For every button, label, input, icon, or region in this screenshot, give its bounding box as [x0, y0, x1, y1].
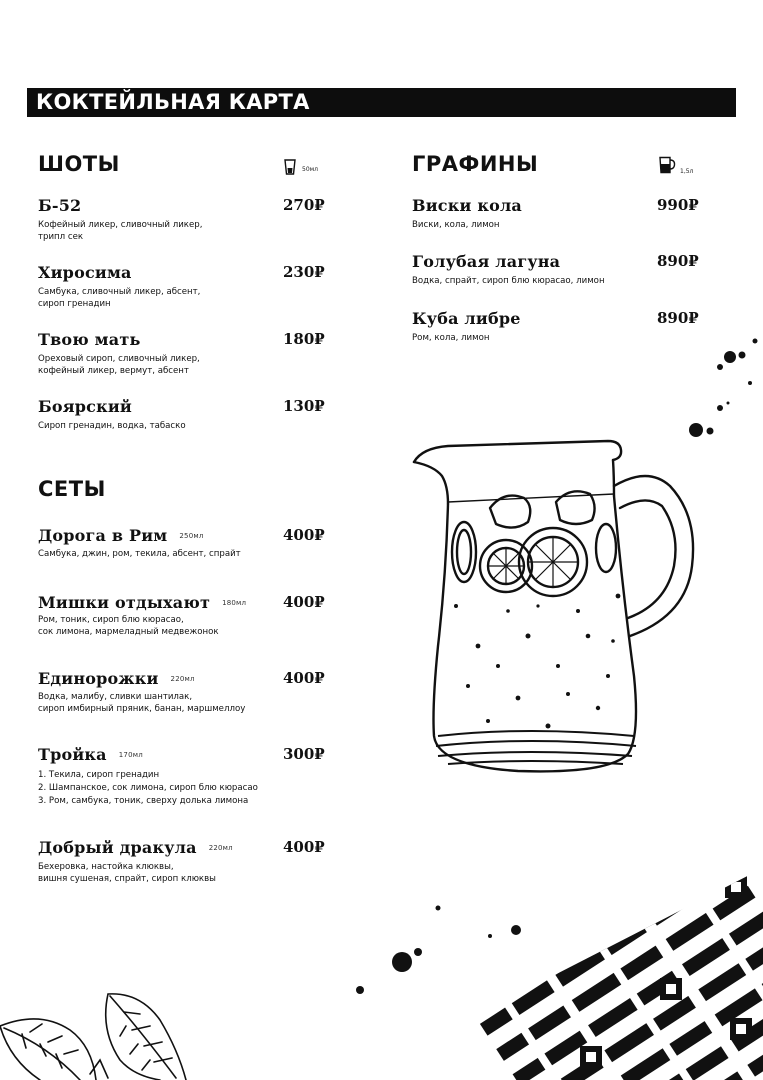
item-price: 890₽ — [657, 309, 699, 327]
item-description: Ром, тоник, сироп блю кюрасао, сок лимона, мармеладный медвежонок — [38, 615, 219, 637]
item-price: 990₽ — [657, 196, 699, 214]
item-name: Добрый дракула 220мл — [38, 838, 233, 857]
item-description: Виски, кола, лимон — [412, 220, 500, 230]
item-description: Водка, спрайт, сироп блю кюрасао, лимон — [412, 276, 605, 286]
item-description: Ром, кола, лимон — [412, 333, 490, 343]
item-name: Тройка 170мл — [38, 745, 143, 764]
item-volume: 180мл — [222, 599, 247, 607]
item-description: Бехеровка, настойка клюквы, вишня сушеная, спрайт, сироп клюквы — [38, 862, 216, 884]
menu-title: КОКТЕЙЛЬНАЯ КАРТА — [27, 88, 736, 117]
item-price: 270₽ — [283, 196, 325, 214]
item-name: Дорога в Рим 250мл — [38, 526, 204, 545]
item-price: 230₽ — [283, 263, 325, 281]
carafes-volume: 1,5л — [680, 168, 694, 175]
item-name: Виски кола — [412, 196, 522, 215]
item-price: 400₽ — [283, 838, 325, 856]
item-price: 890₽ — [657, 252, 699, 270]
item-description: Самбука, сливочный ликер, абсент, сироп гренадин — [38, 287, 201, 309]
item-volume: 170мл — [118, 751, 143, 759]
item-description: Ореховый сироп, сливочный ликер, кофейный ликер, вермут, абсент — [38, 354, 200, 376]
carafe-icon — [658, 156, 676, 174]
item-name: Мишки отдыхают 180мл — [38, 593, 247, 612]
geometric-pattern-decoration — [330, 868, 763, 1080]
shot-glass-icon — [284, 159, 296, 175]
item-name: Голубая лагуна — [412, 252, 561, 271]
item-name: Боярский — [38, 397, 132, 416]
pitcher-illustration — [408, 436, 704, 776]
item-description: Водка, малибу, сливки шантилак, сироп имбирный пряник, банан, маршмеллоу — [38, 692, 246, 714]
item-volume: 220мл — [208, 844, 233, 852]
item-name: Куба либре — [412, 309, 521, 328]
item-description: Самбука, джин, ром, текила, абсент, спрайт — [38, 549, 241, 559]
ink-splatter-decoration — [680, 335, 763, 445]
item-name: Хиросима — [38, 263, 132, 282]
item-name: Б-52 — [38, 196, 82, 215]
item-price: 400₽ — [283, 669, 325, 687]
carafes-heading: ГРАФИНЫ — [412, 152, 539, 176]
item-description: Кофейный ликер, сливочный ликер, трипл сек — [38, 220, 203, 242]
sets-heading: СЕТЫ — [38, 477, 106, 501]
item-name: Твою мать — [38, 330, 141, 349]
item-volume: 220мл — [170, 675, 195, 683]
item-name: Единорожки 220мл — [38, 669, 195, 688]
item-description: 1. Текила, сироп гренадин 2. Шампанское, сок лимона, сироп блю кюрасао 3. Ром, самбука, тоник, сверху долька лимона — [38, 770, 258, 806]
item-price: 180₽ — [283, 330, 325, 348]
item-price: 400₽ — [283, 593, 325, 611]
leaves-illustration — [0, 990, 200, 1080]
item-description: Сироп гренадин, водка, табаско — [38, 421, 186, 431]
shots-volume: 50мл — [302, 166, 318, 173]
item-price: 300₽ — [283, 745, 325, 763]
shots-heading: ШОТЫ — [38, 152, 120, 176]
item-price: 400₽ — [283, 526, 325, 544]
item-price: 130₽ — [283, 397, 325, 415]
item-volume: 250мл — [179, 532, 204, 540]
